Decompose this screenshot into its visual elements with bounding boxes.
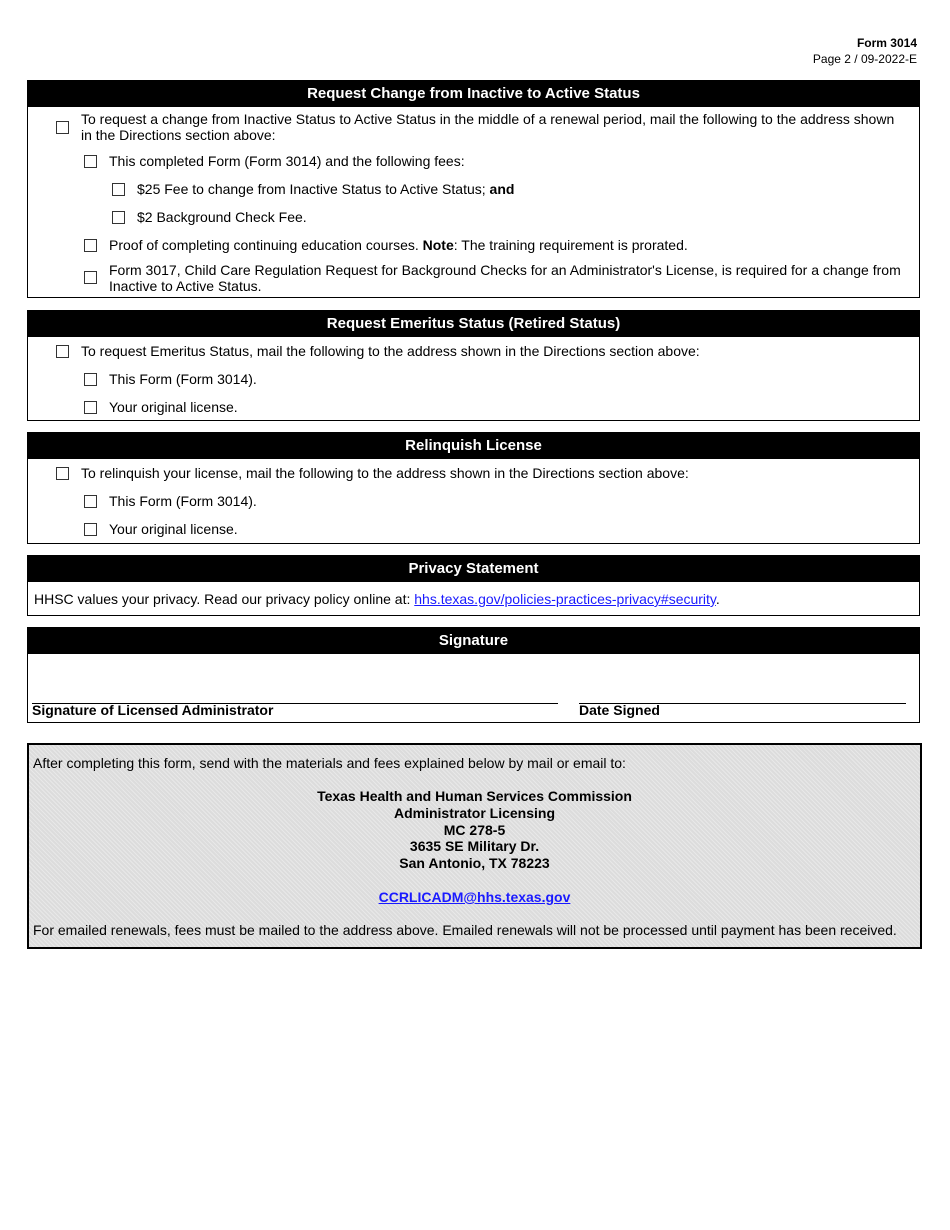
section-title-relinquish: Relinquish License: [28, 433, 919, 459]
fee-25-text: [137, 181, 909, 197]
section-title-signature: Signature: [28, 628, 919, 654]
form-3017-text: Form 3017, Child Care Regulation Request for Background Checks for an Administrator's License, is required for a change from Inactive to Active Status.: [109, 262, 901, 294]
date-signed-label: Date Signed: [579, 702, 660, 718]
completed-form-text: This completed Form (Form 3014) and the following fees:: [109, 153, 465, 169]
checkbox-fee-25[interactable]: [112, 183, 125, 196]
checkbox-relinquish-form[interactable]: [84, 495, 97, 508]
checkbox-emeritus-intro[interactable]: [56, 345, 69, 358]
mailing-instructions-box: [27, 743, 922, 949]
mailing-email-link[interactable]: CCRLICADM@hhs.texas.gov: [378, 889, 571, 905]
section-emeritus: [27, 310, 920, 421]
checkbox-emeritus-form[interactable]: [84, 373, 97, 386]
section-inactive-to-active: [27, 80, 920, 298]
mailing-footer: For emailed renewals, fees must be mailed to the address above. Emailed renewals will not be processed until payment has been received.: [33, 922, 897, 938]
privacy-text: [34, 591, 720, 607]
checkbox-fee-2[interactable]: [112, 211, 125, 224]
section-signature: [27, 627, 920, 723]
mailing-email-wrap: [29, 889, 920, 906]
form-number: Form 3014: [856, 36, 917, 50]
mailing-address-line-2: Administrator Licensing: [393, 805, 556, 821]
section-title-inactive-to-active: Request Change from Inactive to Active Status: [28, 81, 919, 107]
emeritus-intro-text: To request Emeritus Status, mail the following to the address shown in the Directions section above:: [81, 343, 700, 359]
page-info: Page 2 / 09-2022-E: [812, 52, 917, 66]
relinquish-form-text: This Form (Form 3014).: [109, 493, 257, 509]
checkbox-form-3017[interactable]: [84, 271, 97, 284]
mailing-address-line-5: San Antonio, TX 78223: [399, 855, 550, 871]
ce-note-label: Note: [422, 237, 454, 253]
fee-25-label: $25 Fee to change from Inactive Status to Active Status;: [137, 181, 486, 197]
ce-note: : The training requirement is prorated.: [453, 237, 688, 253]
checkbox-emeritus-license[interactable]: [84, 401, 97, 414]
checkbox-relinquish-license[interactable]: [84, 523, 97, 536]
emeritus-license-text: Your original license.: [109, 399, 238, 415]
emeritus-form-text: This Form (Form 3014).: [109, 371, 257, 387]
section-title-privacy: Privacy Statement: [28, 556, 919, 582]
checkbox-inactive-intro[interactable]: [56, 121, 69, 134]
continuing-education-text: [109, 237, 909, 253]
section-title-emeritus: Request Emeritus Status (Retired Status): [28, 311, 919, 337]
ce-text: Proof of completing continuing education courses.: [109, 237, 419, 253]
fee-25-and: and: [489, 181, 515, 197]
mailing-intro: After completing this form, send with the materials and fees explained below by mail or email to:: [33, 755, 626, 771]
mailing-address-line-4: 3635 SE Military Dr.: [409, 838, 540, 854]
fee-2-text: $2 Background Check Fee.: [137, 209, 307, 225]
signature-label: Signature of Licensed Administrator: [32, 702, 274, 718]
form-header: [813, 35, 917, 67]
mailing-address-line-3: MC 278-5: [443, 822, 506, 838]
section-privacy: [27, 555, 920, 616]
checkbox-continuing-education[interactable]: [84, 239, 97, 252]
privacy-policy-link[interactable]: hhs.texas.gov/policies-practices-privacy#security: [414, 591, 716, 607]
checkbox-completed-form[interactable]: [84, 155, 97, 168]
privacy-statement: HHSC values your privacy. Read our privacy policy online at:: [34, 591, 411, 607]
inactive-intro-text: To request a change from Inactive Status to Active Status in the middle of a renewal period, mail the following to the address shown in the Directions section above:: [81, 111, 895, 143]
relinquish-license-text: Your original license.: [109, 521, 238, 537]
relinquish-intro-text: To relinquish your license, mail the following to the address shown in the Directions section above:: [81, 465, 689, 481]
section-relinquish: [27, 432, 920, 544]
privacy-period: .: [715, 591, 720, 607]
mailing-address-line-1: Texas Health and Human Services Commission: [317, 788, 632, 804]
checkbox-relinquish-intro[interactable]: [56, 467, 69, 480]
